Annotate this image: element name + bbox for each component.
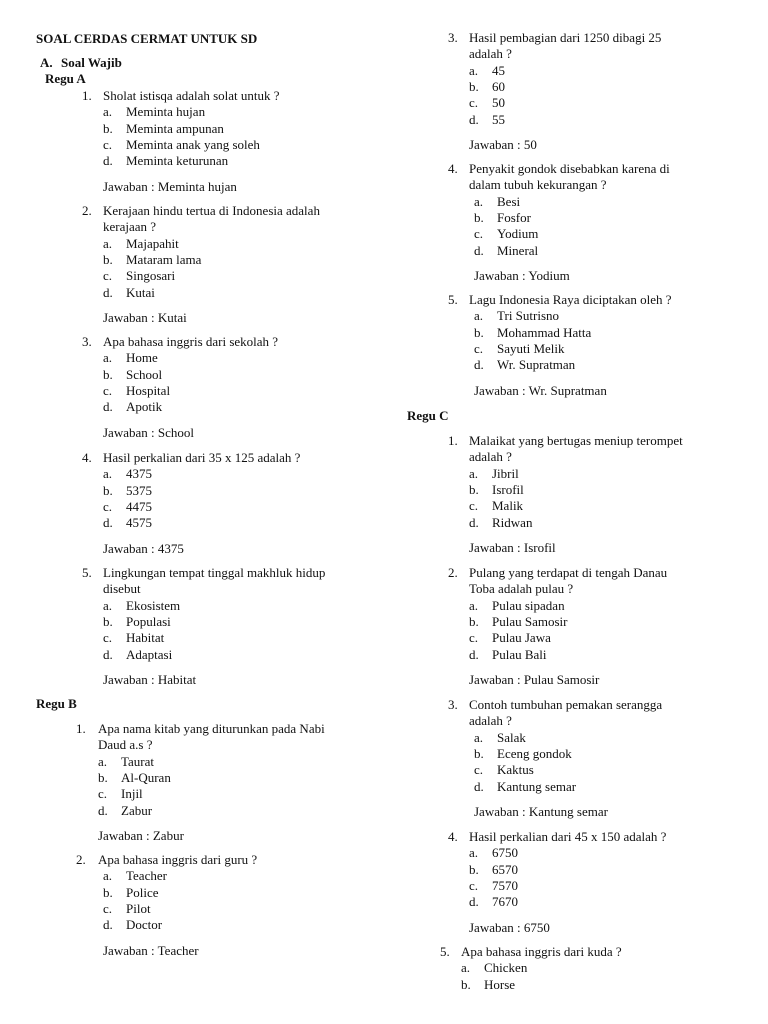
option-text: Majapahit xyxy=(126,235,179,251)
option-letter: a. xyxy=(103,235,113,251)
document-title: SOAL CERDAS CERMAT UNTUK SD xyxy=(36,31,258,46)
option-letter: a. xyxy=(469,845,479,861)
option-text: Tri Sutrisno xyxy=(497,308,560,324)
answer-text: Jawaban : Habitat xyxy=(103,671,197,687)
section-marker: A. xyxy=(40,55,53,70)
option-text: 60 xyxy=(492,78,505,94)
option-text: Jibril xyxy=(492,465,519,481)
option-text: Isrofil xyxy=(492,481,524,497)
option-text: 55 xyxy=(492,111,505,127)
question-number: 5. xyxy=(82,565,92,580)
option-letter: a. xyxy=(103,350,113,366)
option-letter: b. xyxy=(103,251,113,267)
question-number: 3. xyxy=(82,334,92,349)
regu-c-heading: Regu C xyxy=(407,408,449,423)
question-number: 1. xyxy=(448,433,458,448)
answer-text: Jawaban : Teacher xyxy=(103,942,199,958)
option-text: Malik xyxy=(492,498,524,514)
regu-a-heading: Regu A xyxy=(45,71,86,86)
question-number: 1. xyxy=(76,721,86,736)
option-text: 5375 xyxy=(126,482,152,498)
regu-b-heading: Regu B xyxy=(36,696,77,711)
option-letter: d. xyxy=(469,111,479,127)
option-letter: b. xyxy=(103,366,113,382)
option-letter: c. xyxy=(103,382,113,398)
question-text: Lagu Indonesia Raya diciptakan oleh ? xyxy=(469,292,672,307)
question-text: adalah ? xyxy=(469,449,512,465)
option-letter: b. xyxy=(103,120,113,136)
option-letter: d. xyxy=(469,514,479,530)
question-number: 5. xyxy=(448,292,458,307)
question-text: Apa bahasa inggris dari kuda ? xyxy=(461,944,622,959)
option-text: 4375 xyxy=(126,466,152,482)
option-letter: c. xyxy=(103,630,113,646)
option-text: Singosari xyxy=(126,268,176,284)
option-text: Al-Quran xyxy=(121,769,171,785)
option-text: Teacher xyxy=(126,868,167,884)
option-letter: c. xyxy=(474,226,484,242)
option-letter: b. xyxy=(469,613,479,629)
option-text: Injil xyxy=(121,786,143,802)
option-text: 7570 xyxy=(492,877,518,893)
question-text: Daud a.s ? xyxy=(98,737,153,753)
option-text: Meminta hujan xyxy=(126,104,206,120)
option-text: Ekosistem xyxy=(126,597,181,613)
question-text: Malaikat yang bertugas meniup terompet xyxy=(469,433,683,448)
answer-text: Jawaban : Isrofil xyxy=(469,539,556,555)
answer-text: Jawaban : Zabur xyxy=(98,827,184,843)
option-letter: b. xyxy=(461,976,471,992)
answer-text: Jawaban : 6750 xyxy=(469,919,550,935)
option-text: Mineral xyxy=(497,242,539,258)
question-number: 3. xyxy=(448,30,458,45)
question-text: Sholat istisqa adalah solat untuk ? xyxy=(103,88,280,103)
question-text: adalah ? xyxy=(469,713,512,729)
question-text: Apa bahasa inggris dari guru ? xyxy=(98,852,258,867)
answer-text: Jawaban : 4375 xyxy=(103,540,184,556)
question-number: 2. xyxy=(448,565,458,580)
option-text: Eceng gondok xyxy=(497,745,572,761)
option-text: Kantung semar xyxy=(497,778,577,794)
option-text: Pulau Samosir xyxy=(492,613,568,629)
question-text: Hasil perkalian dari 35 x 125 adalah ? xyxy=(103,450,301,465)
option-letter: b. xyxy=(98,769,108,785)
option-letter: b. xyxy=(103,613,113,629)
option-letter: a. xyxy=(103,597,113,613)
option-letter: d. xyxy=(474,357,484,373)
option-letter: b. xyxy=(469,78,479,94)
option-letter: c. xyxy=(103,136,113,152)
option-letter: c. xyxy=(103,268,113,284)
option-text: Sayuti Melik xyxy=(497,340,565,356)
option-letter: a. xyxy=(103,466,113,482)
option-letter: c. xyxy=(103,498,113,514)
answer-text: Jawaban : Pulau Samosir xyxy=(469,671,600,687)
option-text: Apotik xyxy=(126,399,163,415)
option-letter: d. xyxy=(103,646,113,662)
option-letter: d. xyxy=(469,646,479,662)
question-text: adalah ? xyxy=(469,46,512,62)
option-text: Taurat xyxy=(121,753,155,769)
option-text: 4475 xyxy=(126,498,152,514)
option-letter: d. xyxy=(474,778,484,794)
option-text: Populasi xyxy=(126,613,171,629)
option-text: 6750 xyxy=(492,845,518,861)
option-text: Doctor xyxy=(126,917,163,933)
option-letter: a. xyxy=(98,753,108,769)
option-letter: b. xyxy=(474,324,484,340)
option-letter: d. xyxy=(474,242,484,258)
option-letter: b. xyxy=(474,209,484,225)
option-text: 6570 xyxy=(492,861,518,877)
option-text: Chicken xyxy=(484,960,528,976)
question-text: Hasil pembagian dari 1250 dibagi 25 xyxy=(469,30,662,45)
answer-text: Jawaban : School xyxy=(103,424,194,440)
option-text: Mohammad Hatta xyxy=(497,324,592,340)
option-text: Meminta keturunan xyxy=(126,153,229,169)
question-text: Toba adalah pulau ? xyxy=(469,581,574,597)
option-letter: a. xyxy=(474,729,484,745)
answer-text: Jawaban : 50 xyxy=(469,136,537,152)
option-letter: d. xyxy=(98,802,108,818)
question-text: Apa nama kitab yang diturunkan pada Nabi xyxy=(98,721,325,736)
option-text: Besi xyxy=(497,193,521,209)
option-text: 45 xyxy=(492,62,505,78)
answer-text: Jawaban : Meminta hujan xyxy=(103,178,237,194)
option-letter: c. xyxy=(469,630,479,646)
question-text: Penyakit gondok disebabkan karena di xyxy=(469,161,670,176)
question-text: Apa bahasa inggris dari sekolah ? xyxy=(103,334,279,349)
option-text: 7670 xyxy=(492,894,518,910)
option-letter: d. xyxy=(103,284,113,300)
option-letter: a. xyxy=(469,465,479,481)
option-text: Adaptasi xyxy=(126,646,173,662)
question-number: 5. xyxy=(440,944,450,959)
question-number: 3. xyxy=(448,697,458,712)
option-letter: c. xyxy=(469,95,479,111)
option-letter: a. xyxy=(469,597,479,613)
option-letter: c. xyxy=(474,762,484,778)
option-text: Hospital xyxy=(126,382,171,398)
option-text: Home xyxy=(126,350,158,366)
option-text: Pulau Bali xyxy=(492,646,547,662)
option-letter: d. xyxy=(103,515,113,531)
option-text: Zabur xyxy=(121,802,153,818)
question-text: Hasil perkalian dari 45 x 150 adalah ? xyxy=(469,829,667,844)
option-letter: b. xyxy=(469,481,479,497)
question-text: Kerajaan hindu tertua di Indonesia adalah xyxy=(103,203,320,218)
question-number: 4. xyxy=(448,161,458,176)
option-text: Pilot xyxy=(126,900,151,916)
question-number: 1. xyxy=(82,88,92,103)
option-letter: c. xyxy=(469,877,479,893)
option-letter: a. xyxy=(474,193,484,209)
answer-text: Jawaban : Yodium xyxy=(474,267,570,283)
option-text: Ridwan xyxy=(492,514,533,530)
option-letter: a. xyxy=(474,308,484,324)
question-text: dalam tubuh kekurangan ? xyxy=(469,177,607,193)
option-letter: b. xyxy=(469,861,479,877)
option-letter: d. xyxy=(103,399,113,415)
question-text: Pulang yang terdapat di tengah Danau xyxy=(469,565,668,580)
option-letter: c. xyxy=(98,786,108,802)
option-text: Pulau Jawa xyxy=(492,630,551,646)
option-text: Kaktus xyxy=(497,762,534,778)
option-text: Horse xyxy=(484,976,516,992)
option-text: Fosfor xyxy=(497,209,531,225)
option-text: 4575 xyxy=(126,515,152,531)
option-text: Yodium xyxy=(497,226,539,242)
question-number: 4. xyxy=(82,450,92,465)
option-letter: a. xyxy=(461,960,471,976)
question-text: kerajaan ? xyxy=(103,219,157,235)
option-text: Salak xyxy=(497,729,526,745)
option-text: Meminta ampunan xyxy=(126,120,224,136)
question-number: 4. xyxy=(448,829,458,844)
option-text: Habitat xyxy=(126,630,165,646)
option-letter: b. xyxy=(103,482,113,498)
option-letter: a. xyxy=(103,868,113,884)
option-letter: a. xyxy=(469,62,479,78)
option-text: Wr. Supratman xyxy=(497,357,576,373)
option-letter: c. xyxy=(469,498,479,514)
question-text: Contoh tumbuhan pemakan serangga xyxy=(469,697,663,712)
question-number: 2. xyxy=(76,852,86,867)
option-letter: c. xyxy=(103,900,113,916)
option-text: Police xyxy=(126,884,159,900)
answer-text: Jawaban : Wr. Supratman xyxy=(474,382,607,398)
question-text: Lingkungan tempat tinggal makhluk hidup xyxy=(103,565,326,580)
option-text: Kutai xyxy=(126,284,155,300)
option-letter: b. xyxy=(474,745,484,761)
option-letter: b. xyxy=(103,884,113,900)
option-letter: d. xyxy=(469,894,479,910)
answer-text: Jawaban : Kutai xyxy=(103,309,187,325)
option-text: Mataram lama xyxy=(126,251,202,267)
question-text: disebut xyxy=(103,581,141,597)
option-letter: d. xyxy=(103,153,113,169)
option-text: Pulau sipadan xyxy=(492,597,565,613)
option-letter: c. xyxy=(474,340,484,356)
answer-text: Jawaban : Kantung semar xyxy=(474,803,608,819)
option-letter: d. xyxy=(103,917,113,933)
option-letter: a. xyxy=(103,104,113,120)
option-text: Meminta anak yang soleh xyxy=(126,136,260,152)
option-text: 50 xyxy=(492,95,505,111)
option-text: School xyxy=(126,366,163,382)
section-label: Soal Wajib xyxy=(61,55,122,70)
question-number: 2. xyxy=(82,203,92,218)
